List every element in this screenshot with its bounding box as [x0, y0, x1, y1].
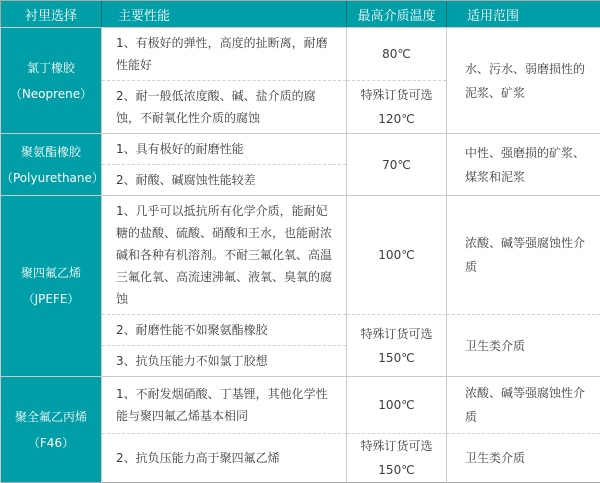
- header-cell-application-range: 适用范围: [447, 1, 600, 28]
- temperature-value: 80℃: [347, 42, 446, 66]
- temperature-value: 100℃: [347, 393, 446, 417]
- temperature-cell: [347, 377, 447, 434]
- range-cell: [447, 315, 600, 377]
- range-cell: [447, 28, 600, 134]
- performance-cell: [102, 377, 347, 434]
- range-text: 中性、强磨损的矿浆、煤浆和泥浆: [465, 141, 592, 189]
- range-text: 水、污水、弱磨损性的泥浆、矿浆: [465, 57, 592, 105]
- temperature-value: 150℃: [347, 458, 446, 482]
- performance-item: 2、耐磨性能不如聚氨酯橡胶: [116, 319, 338, 341]
- range-text: 浓酸、碱等强腐蚀性介质: [465, 231, 592, 279]
- material-cell-fep: [1, 377, 102, 483]
- performance-item: 1、不耐发烟硝酸、丁基锂，其他化学性能与聚四氟乙烯基本相同: [116, 383, 338, 427]
- material-name: 氯丁橡胶: [1, 55, 101, 81]
- temperature-note: 特殊订货可选: [347, 83, 446, 107]
- table-row-neoprene: [1, 28, 600, 81]
- performance-item: 2、抗负压能力高于聚四氟乙烯: [116, 447, 338, 469]
- header-cell-max-temperature: 最高介质温度: [347, 1, 447, 28]
- range-cell: [447, 377, 600, 434]
- performance-item: 2、耐一般低浓度酸、碱、盐介质的腐蚀，不耐氧化性介质的腐蚀: [116, 85, 338, 129]
- material-name: 聚全氟乙丙烯: [1, 404, 101, 430]
- material-code: （JPEFE）: [1, 286, 101, 312]
- temperature-cell: [347, 434, 447, 483]
- material-name: 聚氨酯橡胶: [1, 139, 101, 165]
- table-row-fep: [1, 377, 600, 434]
- material-code: （F46）: [1, 430, 101, 456]
- performance-cell: [102, 28, 347, 81]
- temperature-cell: [347, 196, 447, 315]
- range-cell: [447, 434, 600, 483]
- table-row-polyurethane: [1, 134, 600, 165]
- temperature-cell: [347, 81, 447, 134]
- temperature-cell: [347, 134, 447, 196]
- material-cell-polyurethane: [1, 134, 102, 196]
- range-text: 卫生类介质: [465, 446, 592, 470]
- performance-item: 3、抗负压能力不如氯丁胶想: [116, 350, 338, 372]
- table-row-ptfe: [1, 196, 600, 315]
- performance-cell: [102, 81, 347, 134]
- header-cell-performance: 主要性能: [102, 1, 347, 28]
- material-code: （Polyurethane）: [1, 165, 101, 191]
- performance-item: 1、具有极好的耐磨性能: [116, 138, 338, 160]
- performance-item: 1、有极好的弹性，高度的扯断离，耐磨性能好: [116, 32, 338, 76]
- temperature-value: 70℃: [347, 153, 446, 177]
- temperature-note: 特殊订货可选: [347, 434, 446, 458]
- material-code: （Neoprene）: [1, 81, 101, 107]
- header-cell-lining: 衬里选择: [1, 1, 102, 28]
- temperature-value: 120℃: [347, 107, 446, 131]
- range-cell: [447, 196, 600, 315]
- temperature-cell: [347, 28, 447, 81]
- temperature-note: 特殊订货可选: [347, 322, 446, 346]
- temperature-value: 150℃: [347, 346, 446, 370]
- header-row: [1, 1, 600, 28]
- performance-cell: [102, 346, 347, 377]
- material-cell-neoprene: [1, 28, 102, 134]
- performance-cell: [102, 196, 347, 315]
- performance-item: 2、耐酸、碱腐蚀性能较差: [116, 169, 338, 191]
- performance-cell: [102, 165, 347, 196]
- range-text: 浓酸、碱等强腐蚀性介质: [465, 381, 592, 429]
- performance-cell: [102, 134, 347, 165]
- temperature-value: 100℃: [347, 243, 446, 267]
- performance-cell: [102, 434, 347, 483]
- range-text: 卫生类介质: [465, 334, 592, 358]
- range-cell: [447, 134, 600, 196]
- material-name: 聚四氟乙烯: [1, 260, 101, 286]
- temperature-cell: [347, 315, 447, 377]
- performance-cell: [102, 315, 347, 346]
- material-cell-ptfe: [1, 196, 102, 377]
- performance-item: 1、几乎可以抵抗所有化学介质，能耐妃糖的盐酸、硫酸、硝酸和王水，也能耐浓碱和各种有机溶剂。不耐三氟化氧、高温三氟化氧、高流速沸氟、液氧、臭氧的腐蚀: [116, 200, 338, 310]
